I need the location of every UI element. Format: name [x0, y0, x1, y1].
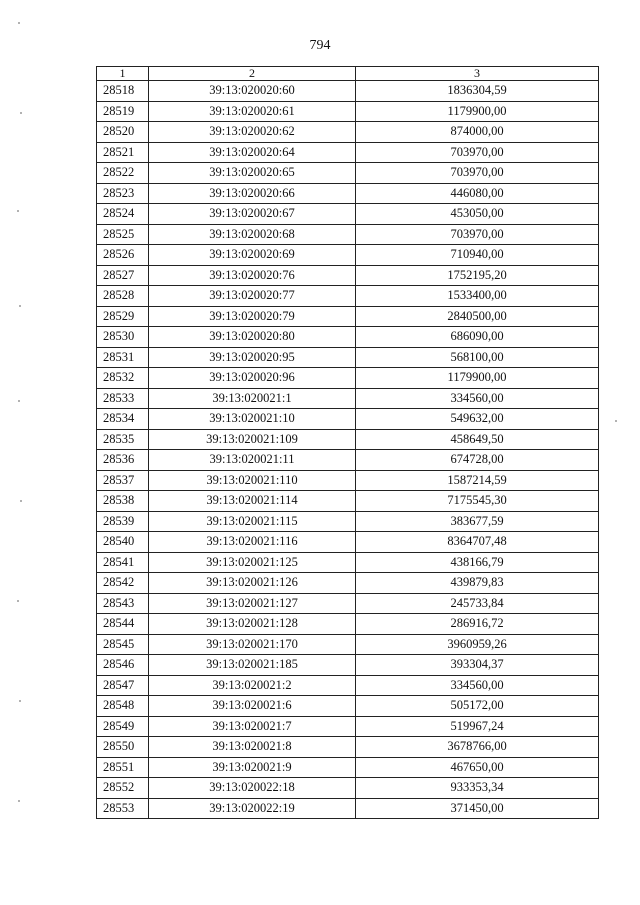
scan-speck [18, 22, 20, 24]
table-body [97, 81, 599, 819]
row-number-cell: 28542 [97, 573, 149, 594]
value-cell: 1179900,00 [356, 368, 599, 389]
table-row [97, 634, 599, 655]
row-number-cell: 28527 [97, 265, 149, 286]
row-number-cell: 28549 [97, 716, 149, 737]
row-number-cell: 28525 [97, 224, 149, 245]
table-row [97, 655, 599, 676]
cadastral-number-cell: 39:13:020021:109 [149, 429, 356, 450]
value-cell: 549632,00 [356, 409, 599, 430]
table-row [97, 368, 599, 389]
value-cell: 383677,59 [356, 511, 599, 532]
table-row [97, 224, 599, 245]
cadastral-number-cell: 39:13:020020:66 [149, 183, 356, 204]
cadastral-number-cell: 39:13:020022:18 [149, 778, 356, 799]
table-row [97, 757, 599, 778]
table-row [97, 142, 599, 163]
header-row [97, 67, 599, 81]
row-number-cell: 28530 [97, 327, 149, 348]
cadastral-number-cell: 39:13:020021:110 [149, 470, 356, 491]
row-number-cell: 28526 [97, 245, 149, 266]
cadastral-number-cell: 39:13:020020:76 [149, 265, 356, 286]
value-cell: 686090,00 [356, 327, 599, 348]
column-header-1: 1 [97, 67, 149, 81]
cadastral-number-cell: 39:13:020021:126 [149, 573, 356, 594]
cadastral-number-cell: 39:13:020020:60 [149, 81, 356, 102]
table-row [97, 798, 599, 819]
value-cell: 2840500,00 [356, 306, 599, 327]
row-number-cell: 28548 [97, 696, 149, 717]
cadastral-number-cell: 39:13:020021:114 [149, 491, 356, 512]
table-row [97, 716, 599, 737]
row-number-cell: 28533 [97, 388, 149, 409]
scan-speck [18, 800, 20, 802]
row-number-cell: 28521 [97, 142, 149, 163]
data-table [96, 66, 599, 819]
cadastral-number-cell: 39:13:020020:67 [149, 204, 356, 225]
value-cell: 1179900,00 [356, 101, 599, 122]
cadastral-number-cell: 39:13:020020:64 [149, 142, 356, 163]
row-number-cell: 28539 [97, 511, 149, 532]
scan-speck [20, 112, 22, 114]
cadastral-number-cell: 39:13:020020:95 [149, 347, 356, 368]
table-row [97, 101, 599, 122]
row-number-cell: 28553 [97, 798, 149, 819]
value-cell: 446080,00 [356, 183, 599, 204]
table-row [97, 450, 599, 471]
table-row [97, 491, 599, 512]
value-cell: 1533400,00 [356, 286, 599, 307]
value-cell: 453050,00 [356, 204, 599, 225]
cadastral-number-cell: 39:13:020020:65 [149, 163, 356, 184]
row-number-cell: 28541 [97, 552, 149, 573]
value-cell: 286916,72 [356, 614, 599, 635]
table-row [97, 511, 599, 532]
cadastral-number-cell: 39:13:020021:7 [149, 716, 356, 737]
value-cell: 7175545,30 [356, 491, 599, 512]
cadastral-number-cell: 39:13:020021:2 [149, 675, 356, 696]
table-row [97, 429, 599, 450]
value-cell: 874000,00 [356, 122, 599, 143]
cadastral-number-cell: 39:13:020020:69 [149, 245, 356, 266]
value-cell: 458649,50 [356, 429, 599, 450]
column-header-3: 3 [356, 67, 599, 81]
value-cell: 1836304,59 [356, 81, 599, 102]
value-cell: 3960959,26 [356, 634, 599, 655]
value-cell: 505172,00 [356, 696, 599, 717]
row-number-cell: 28524 [97, 204, 149, 225]
table-row [97, 470, 599, 491]
scan-speck [20, 500, 22, 502]
row-number-cell: 28534 [97, 409, 149, 430]
cadastral-number-cell: 39:13:020021:1 [149, 388, 356, 409]
cadastral-number-cell: 39:13:020021:128 [149, 614, 356, 635]
value-cell: 3678766,00 [356, 737, 599, 758]
scan-speck [18, 400, 20, 402]
table-row [97, 593, 599, 614]
row-number-cell: 28531 [97, 347, 149, 368]
row-number-cell: 28538 [97, 491, 149, 512]
table-row [97, 265, 599, 286]
cadastral-number-cell: 39:13:020020:62 [149, 122, 356, 143]
cadastral-number-cell: 39:13:020020:61 [149, 101, 356, 122]
row-number-cell: 28552 [97, 778, 149, 799]
cadastral-number-cell: 39:13:020021:10 [149, 409, 356, 430]
cadastral-number-cell: 39:13:020021:6 [149, 696, 356, 717]
table-row [97, 122, 599, 143]
value-cell: 334560,00 [356, 675, 599, 696]
cadastral-number-cell: 39:13:020021:11 [149, 450, 356, 471]
row-number-cell: 28540 [97, 532, 149, 553]
value-cell: 8364707,48 [356, 532, 599, 553]
row-number-cell: 28518 [97, 81, 149, 102]
cadastral-number-cell: 39:13:020021:9 [149, 757, 356, 778]
table-row [97, 183, 599, 204]
row-number-cell: 28532 [97, 368, 149, 389]
row-number-cell: 28543 [97, 593, 149, 614]
scan-speck [615, 420, 617, 422]
cadastral-number-cell: 39:13:020020:77 [149, 286, 356, 307]
value-cell: 674728,00 [356, 450, 599, 471]
cadastral-number-cell: 39:13:020021:127 [149, 593, 356, 614]
cadastral-number-cell: 39:13:020020:79 [149, 306, 356, 327]
table-row [97, 696, 599, 717]
value-cell: 334560,00 [356, 388, 599, 409]
value-cell: 703970,00 [356, 163, 599, 184]
row-number-cell: 28544 [97, 614, 149, 635]
cadastral-number-cell: 39:13:020020:80 [149, 327, 356, 348]
table-row [97, 614, 599, 635]
value-cell: 933353,34 [356, 778, 599, 799]
value-cell: 438166,79 [356, 552, 599, 573]
page-number: 794 [309, 38, 331, 53]
value-cell: 703970,00 [356, 142, 599, 163]
table-row [97, 409, 599, 430]
value-cell: 1587214,59 [356, 470, 599, 491]
table-row [97, 532, 599, 553]
row-number-cell: 28520 [97, 122, 149, 143]
cadastral-number-cell: 39:13:020022:19 [149, 798, 356, 819]
table-row [97, 347, 599, 368]
cadastral-number-cell: 39:13:020021:170 [149, 634, 356, 655]
scan-speck [19, 700, 21, 702]
row-number-cell: 28537 [97, 470, 149, 491]
table-row [97, 286, 599, 307]
value-cell: 393304,37 [356, 655, 599, 676]
row-number-cell: 28522 [97, 163, 149, 184]
value-cell: 710940,00 [356, 245, 599, 266]
table-row [97, 327, 599, 348]
row-number-cell: 28535 [97, 429, 149, 450]
row-number-cell: 28547 [97, 675, 149, 696]
value-cell: 568100,00 [356, 347, 599, 368]
table-row [97, 245, 599, 266]
value-cell: 245733,84 [356, 593, 599, 614]
scan-speck [17, 210, 19, 212]
cadastral-number-cell: 39:13:020021:125 [149, 552, 356, 573]
value-cell: 519967,24 [356, 716, 599, 737]
row-number-cell: 28546 [97, 655, 149, 676]
table-row [97, 204, 599, 225]
row-number-cell: 28551 [97, 757, 149, 778]
cadastral-number-cell: 39:13:020021:115 [149, 511, 356, 532]
cadastral-number-cell: 39:13:020021:116 [149, 532, 356, 553]
row-number-cell: 28545 [97, 634, 149, 655]
table-row [97, 573, 599, 594]
value-cell: 703970,00 [356, 224, 599, 245]
table-row [97, 675, 599, 696]
column-header-2: 2 [149, 67, 356, 81]
scan-speck [19, 305, 21, 307]
table-row [97, 163, 599, 184]
row-number-cell: 28550 [97, 737, 149, 758]
row-number-cell: 28529 [97, 306, 149, 327]
row-number-cell: 28528 [97, 286, 149, 307]
value-cell: 439879,83 [356, 573, 599, 594]
table-row [97, 552, 599, 573]
row-number-cell: 28536 [97, 450, 149, 471]
row-number-cell: 28519 [97, 101, 149, 122]
table-row [97, 81, 599, 102]
table-row [97, 778, 599, 799]
table-row [97, 306, 599, 327]
cadastral-number-cell: 39:13:020021:8 [149, 737, 356, 758]
cadastral-number-cell: 39:13:020021:185 [149, 655, 356, 676]
value-cell: 371450,00 [356, 798, 599, 819]
value-cell: 467650,00 [356, 757, 599, 778]
cadastral-number-cell: 39:13:020020:68 [149, 224, 356, 245]
scan-speck [17, 600, 19, 602]
table-header [97, 67, 599, 81]
cadastral-number-cell: 39:13:020020:96 [149, 368, 356, 389]
table-row [97, 388, 599, 409]
value-cell: 1752195,20 [356, 265, 599, 286]
table-row [97, 737, 599, 758]
row-number-cell: 28523 [97, 183, 149, 204]
